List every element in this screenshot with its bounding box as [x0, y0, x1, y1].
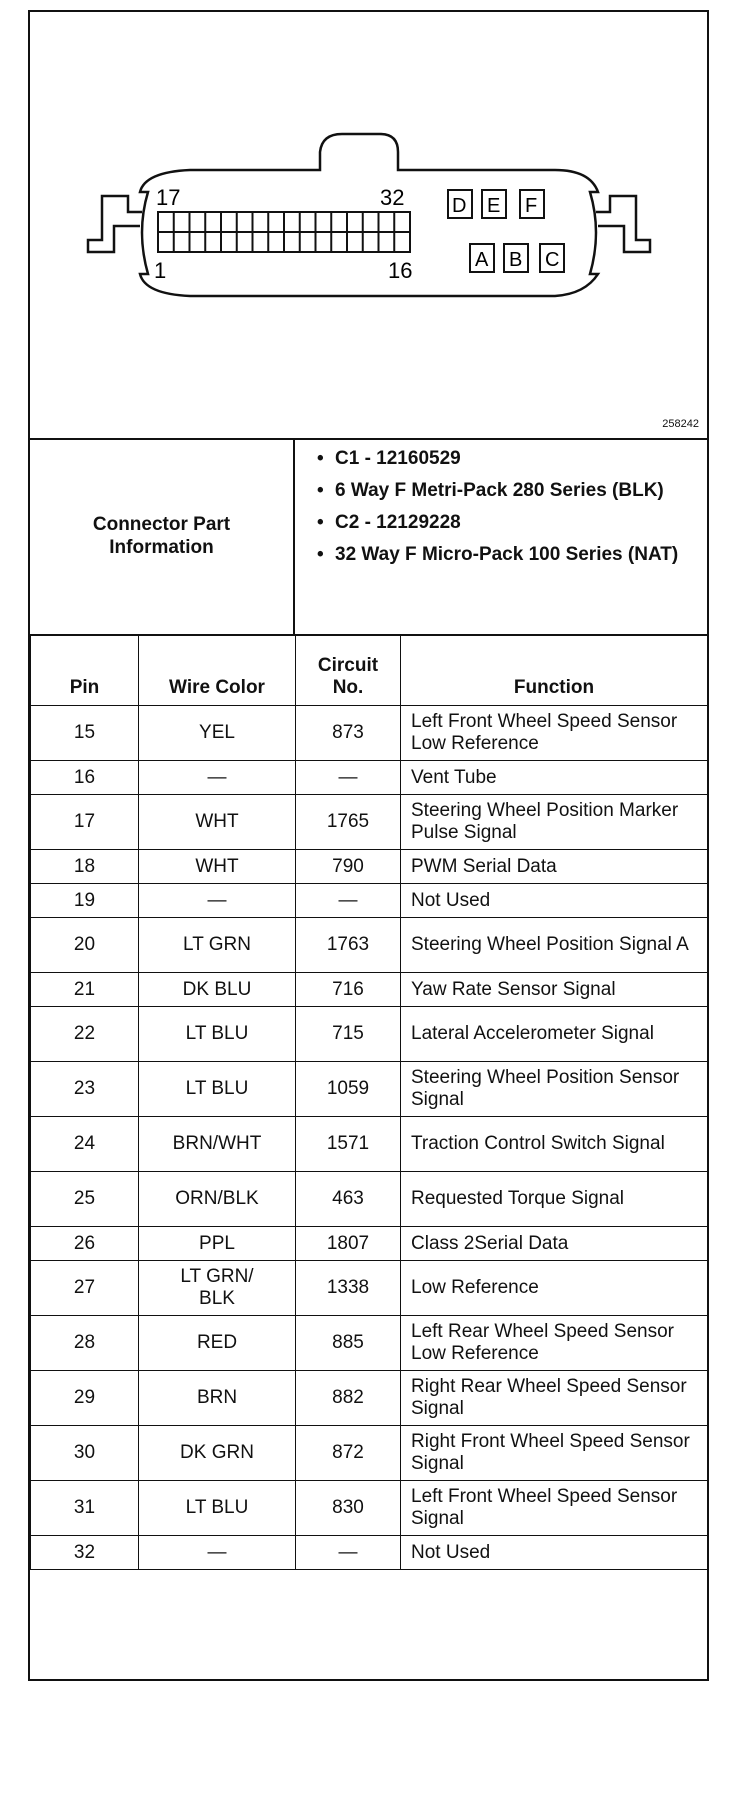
function-cell: Left Front Wheel Speed Sensor Low Reference: [401, 706, 708, 761]
table-row: [31, 1227, 708, 1261]
connector-info-list: [315, 448, 695, 576]
table-row: [31, 1007, 708, 1062]
table-row: [31, 1426, 708, 1481]
table-row: [31, 706, 708, 761]
wire-color-cell: RED: [139, 1316, 296, 1371]
table-row: [31, 1536, 708, 1570]
function-cell: Left Front Wheel Speed Sensor Signal: [401, 1481, 708, 1536]
function-cell: Lateral Accelerometer Signal: [401, 1007, 708, 1062]
pin-cell: 21: [31, 973, 139, 1007]
circuit-cell: 463: [296, 1172, 401, 1227]
circuit-cell: —: [296, 884, 401, 918]
function-cell: Left Rear Wheel Speed Sensor Low Reference: [401, 1316, 708, 1371]
table-row: [31, 884, 708, 918]
header-pin: Pin: [31, 635, 139, 706]
wire-color-cell: YEL: [139, 706, 296, 761]
wire-color-cell: —: [139, 761, 296, 795]
header-circuit-no: Circuit No.: [296, 635, 401, 706]
circuit-cell: 1059: [296, 1062, 401, 1117]
wire-color-cell: WHT: [139, 850, 296, 884]
pin-cell: 26: [31, 1227, 139, 1261]
wire-color-cell: LT BLU: [139, 1062, 296, 1117]
circuit-cell: 716: [296, 973, 401, 1007]
function-cell: Steering Wheel Position Marker Pulse Signal: [401, 795, 708, 850]
figure-number: 258242: [662, 418, 699, 430]
circuit-cell: 790: [296, 850, 401, 884]
pin-cell: 30: [31, 1426, 139, 1481]
connector-info-item: • C1 - 12160529: [315, 448, 695, 470]
wire-color-cell: WHT: [139, 795, 296, 850]
pin-cell: 15: [31, 706, 139, 761]
connector-info-item: • C2 - 12129228: [315, 512, 695, 534]
wire-color-cell: LT GRN/ BLK: [139, 1261, 296, 1316]
pin-cell: 17: [31, 795, 139, 850]
cavity-row-bottom: [470, 244, 564, 272]
wire-color-cell: —: [139, 1536, 296, 1570]
left-latch: [88, 196, 142, 252]
function-cell: Class 2Serial Data: [401, 1227, 708, 1261]
pin-cell: 32: [31, 1536, 139, 1570]
pin-cell: 27: [31, 1261, 139, 1316]
circuit-cell: 872: [296, 1426, 401, 1481]
function-cell: PWM Serial Data: [401, 850, 708, 884]
pin-cell: 25: [31, 1172, 139, 1227]
table-row: [31, 761, 708, 795]
connector-info-item: • 32 Way F Micro-Pack 100 Series (NAT): [315, 544, 695, 566]
table-row: [31, 1117, 708, 1172]
function-cell: Low Reference: [401, 1261, 708, 1316]
wire-color-cell: —: [139, 884, 296, 918]
pin-cell: 20: [31, 918, 139, 973]
table-row: [31, 973, 708, 1007]
pin-cell: 16: [31, 761, 139, 795]
connector-info-label: Connector Part Information: [30, 438, 295, 634]
pin-cell: 29: [31, 1371, 139, 1426]
wire-color-cell: DK GRN: [139, 1426, 296, 1481]
pin-block: [158, 212, 410, 252]
function-cell: Yaw Rate Sensor Signal: [401, 973, 708, 1007]
cavity-d: D: [452, 195, 467, 217]
pinout-table: [30, 634, 708, 1570]
table-row: [31, 1172, 708, 1227]
circuit-cell: 1807: [296, 1227, 401, 1261]
pin-cell: 19: [31, 884, 139, 918]
wire-color-cell: LT BLU: [139, 1481, 296, 1536]
connector-diagram: [30, 12, 707, 438]
cavity-row-top: [448, 190, 544, 218]
wire-color-cell: DK BLU: [139, 973, 296, 1007]
cavity-f: F: [525, 195, 538, 217]
table-row: [31, 1481, 708, 1536]
pin-cell: 24: [31, 1117, 139, 1172]
pin-cell: 22: [31, 1007, 139, 1062]
table-header-row: [31, 635, 708, 706]
right-latch: [596, 196, 650, 252]
wire-color-cell: BRN: [139, 1371, 296, 1426]
circuit-cell: 830: [296, 1481, 401, 1536]
wire-color-cell: BRN/WHT: [139, 1117, 296, 1172]
connector-info-row: [30, 438, 707, 636]
pin-label-top-left: 17: [156, 185, 181, 210]
table-row: [31, 850, 708, 884]
cavity-e: E: [487, 195, 501, 217]
circuit-cell: 885: [296, 1316, 401, 1371]
cavity-c: C: [545, 249, 560, 271]
table-row: [31, 1261, 708, 1316]
pin-cell: 28: [31, 1316, 139, 1371]
pin-label-top-right: 32: [380, 185, 405, 210]
circuit-cell: 1571: [296, 1117, 401, 1172]
table-row: [31, 1062, 708, 1117]
function-cell: Vent Tube: [401, 761, 708, 795]
table-row: [31, 795, 708, 850]
function-cell: Right Rear Wheel Speed Sensor Signal: [401, 1371, 708, 1426]
function-cell: Steering Wheel Position Signal A: [401, 918, 708, 973]
wire-color-cell: LT BLU: [139, 1007, 296, 1062]
function-cell: Requested Torque Signal: [401, 1172, 708, 1227]
table-row: [31, 918, 708, 973]
circuit-cell: 1338: [296, 1261, 401, 1316]
circuit-cell: 882: [296, 1371, 401, 1426]
function-cell: Not Used: [401, 1536, 708, 1570]
function-cell: Traction Control Switch Signal: [401, 1117, 708, 1172]
cavity-b: B: [509, 249, 523, 271]
pin-label-bottom-left: 1: [154, 258, 167, 283]
pin-label-bottom-right: 16: [388, 258, 413, 283]
table-row: [31, 1371, 708, 1426]
pin-cell: 31: [31, 1481, 139, 1536]
pin-cell: 23: [31, 1062, 139, 1117]
circuit-cell: 1765: [296, 795, 401, 850]
wire-color-cell: LT GRN: [139, 918, 296, 973]
table-row: [31, 1316, 708, 1371]
header-wire-color: Wire Color: [139, 635, 296, 706]
wire-color-cell: PPL: [139, 1227, 296, 1261]
circuit-cell: —: [296, 761, 401, 795]
circuit-cell: 1763: [296, 918, 401, 973]
function-cell: Right Front Wheel Speed Sensor Signal: [401, 1426, 708, 1481]
header-function: Function: [401, 635, 708, 706]
connector-diagram-panel: [30, 12, 707, 440]
function-cell: Steering Wheel Position Sensor Signal: [401, 1062, 708, 1117]
cavity-a: A: [475, 249, 489, 271]
circuit-cell: 715: [296, 1007, 401, 1062]
pin-cell: 18: [31, 850, 139, 884]
circuit-cell: 873: [296, 706, 401, 761]
circuit-cell: —: [296, 1536, 401, 1570]
wire-color-cell: ORN/BLK: [139, 1172, 296, 1227]
function-cell: Not Used: [401, 884, 708, 918]
connector-info-item: • 6 Way F Metri-Pack 280 Series (BLK): [315, 480, 695, 502]
connector-sheet: [28, 10, 709, 1681]
